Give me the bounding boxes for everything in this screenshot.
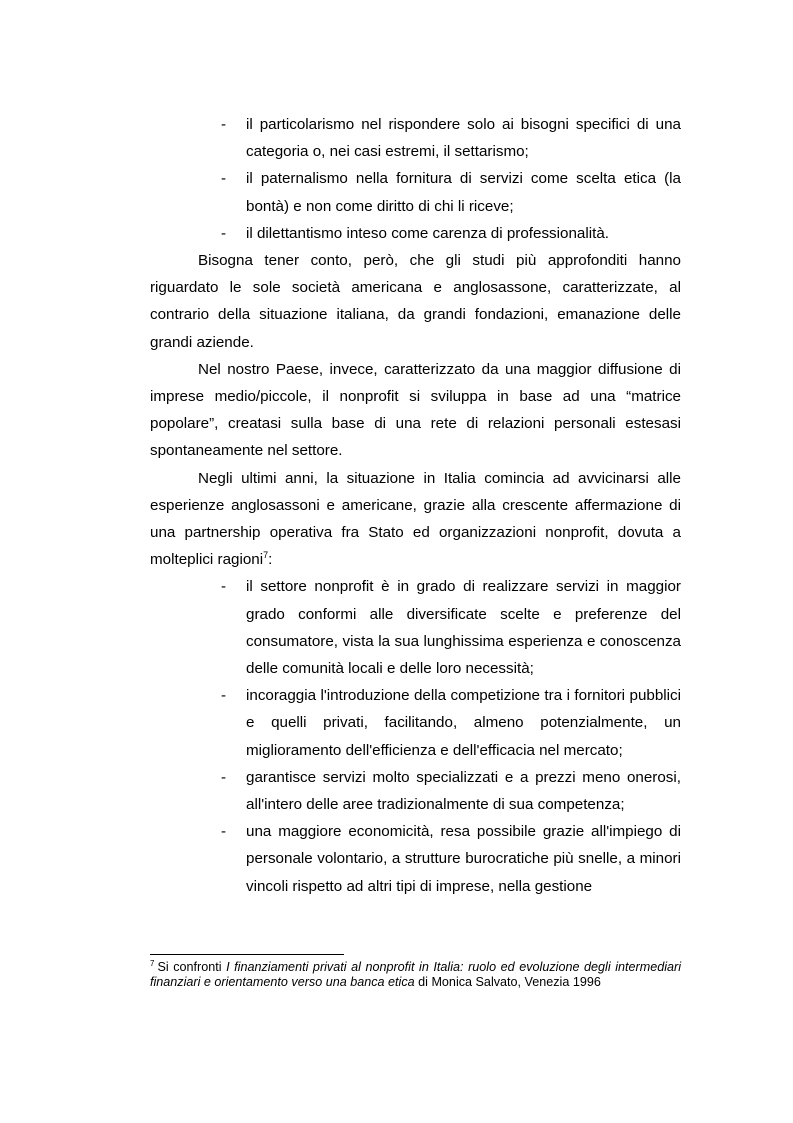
footnote-suffix: di Monica Salvato, Venezia 1996 bbox=[414, 974, 601, 989]
list-item bbox=[221, 682, 681, 764]
body-text bbox=[150, 111, 681, 900]
footnote-reference: 7 bbox=[263, 550, 269, 561]
paragraph-text-end: : bbox=[268, 551, 273, 569]
list-item-text: il dilettantismo inteso come carenza di professionalità. bbox=[246, 224, 609, 242]
list-item bbox=[221, 764, 681, 818]
list-dash: - bbox=[221, 768, 227, 786]
footnote-prefix: Si confronti bbox=[157, 960, 227, 974]
list-item-text: una maggiore economicità, resa possibile grazie all'impiego di personale volontario, a strutture burocratiche più snelle, a minori vincoli rispetto ad altri tipi di imprese, nella gestione bbox=[246, 823, 681, 895]
list-dash: - bbox=[221, 170, 227, 188]
list-item bbox=[221, 111, 681, 165]
footnote bbox=[150, 960, 681, 989]
list-item-text: incoraggia l'introduzione della competizione tra i fornitori pubblici e quelli privati, facilitando, almeno potenzialmente, un miglioramento dell'efficienza e dell'efficacia nel mercato; bbox=[246, 687, 681, 759]
list-reasons bbox=[150, 573, 681, 899]
paragraph-text: Negli ultimi anni, la situazione in Italia comincia ad avvicinarsi alle esperienze anglosassoni e americane, grazie alla crescente affermazione di una partnership operativa fra Stato ed organizzazioni nonprofit, dovuta a molteplici ragioni bbox=[150, 469, 681, 569]
list-item-text: il settore nonprofit è in grado di realizzare servizi in maggior grado conformi alle diversificate scelte e preferenze del consumatore, vista la sua lunghissima esperienza e conoscenza delle comunità locali e delle loro necessità; bbox=[246, 578, 681, 678]
list-item-text: il particolarismo nel rispondere solo ai bisogni specifici di una categoria o, nei casi estremi, il settarismo; bbox=[246, 116, 681, 161]
list-item bbox=[221, 220, 681, 247]
list-item-text: il paternalismo nella fornitura di servizi come scelta etica (la bontà) e non come diritto di chi li riceve; bbox=[246, 170, 681, 215]
list-dash: - bbox=[221, 687, 227, 705]
footnote-number: 7 bbox=[150, 959, 155, 968]
list-item bbox=[221, 165, 681, 219]
list-drawbacks bbox=[150, 111, 681, 247]
footnote-title: I finanziamenti privati al nonprofit in Italia: ruolo ed evoluzione degli intermediari finanziari e orientamento verso una banca etica bbox=[150, 960, 681, 989]
list-item-text: garantisce servizi molto specializzati e a prezzi meno onerosi, all'intero delle aree tradizionalmente di sua competenza; bbox=[246, 768, 681, 814]
list-dash: - bbox=[221, 116, 227, 133]
list-item bbox=[221, 818, 681, 900]
paragraph: Bisogna tener conto, però, che gli studi più approfonditi hanno riguardato le sole società americana e anglosassone, caratterizzate, al contrario della situazione italiana, da grandi fondazioni, emanazione delle grandi aziende. bbox=[150, 252, 681, 351]
paragraph: Nel nostro Paese, invece, caratterizzato da una maggior diffusione di imprese medio/piccole, il nonprofit si sviluppa in base ad una “matrice popolare”, creatasi sulla base di una rete di relazioni personali estesasi spontaneamente nel settore. bbox=[150, 360, 681, 460]
list-dash: - bbox=[221, 578, 227, 596]
footnote-separator bbox=[150, 954, 344, 955]
list-item bbox=[221, 573, 681, 682]
list-dash: - bbox=[221, 224, 227, 242]
list-dash: - bbox=[221, 823, 227, 841]
paragraph bbox=[150, 465, 681, 574]
